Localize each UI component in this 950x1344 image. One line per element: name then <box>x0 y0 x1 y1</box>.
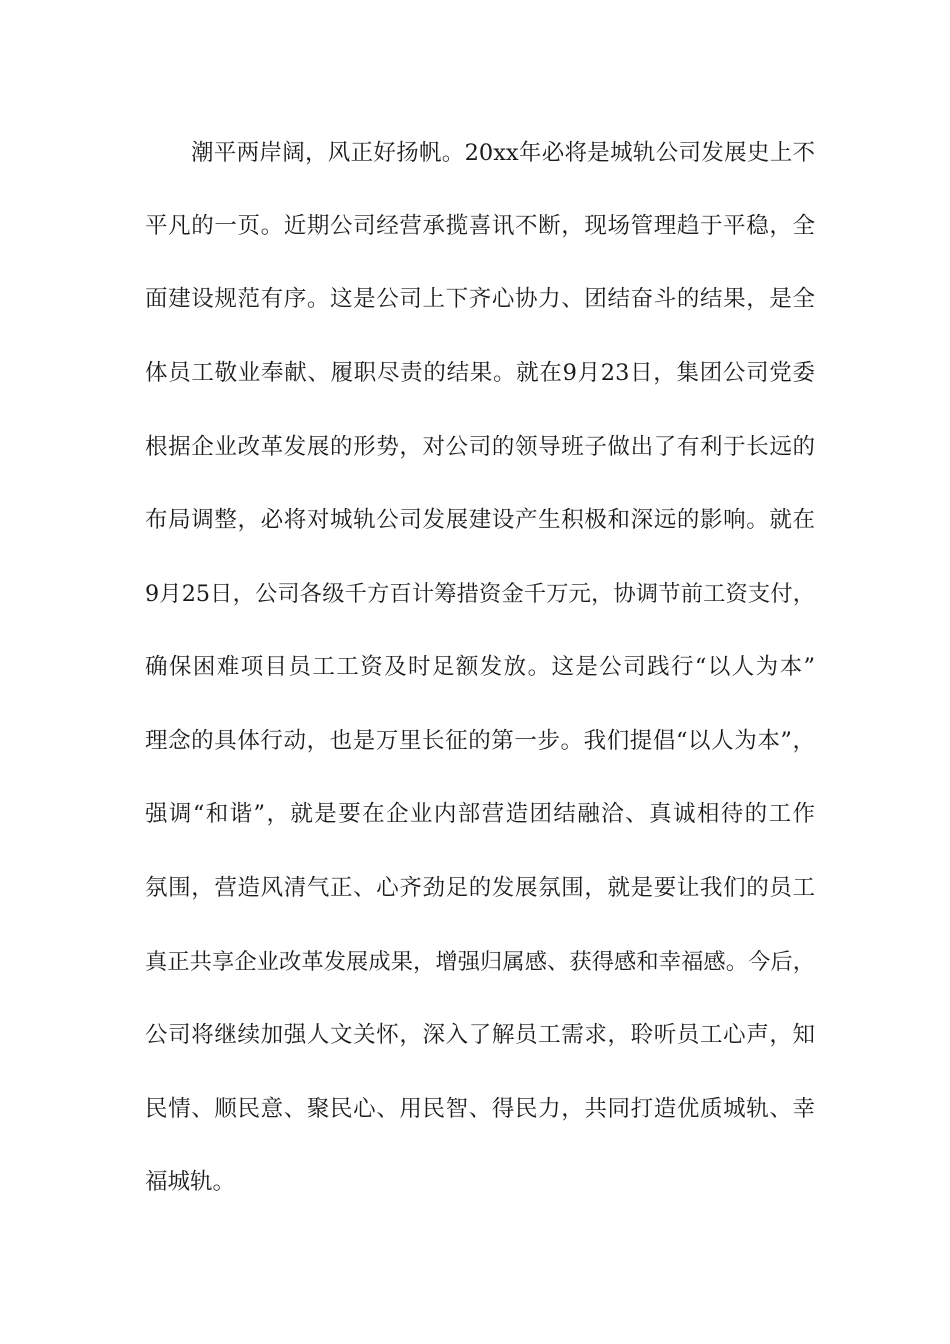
paragraph-line: 潮平两岸阔，风正好扬帆。20xx年必将是城轨公司发展史上不 <box>191 140 815 166</box>
paragraph-line: 强调“和谐”，就是要在企业内部营造团结融洽、真诚相待的工作 <box>145 801 815 827</box>
paragraph-line: 体员工敬业奉献、履职尽责的结果。就在9月23日，集团公司党委 <box>145 360 815 386</box>
paragraph-line: 福城轨。 <box>145 1169 236 1195</box>
paragraph-line: 平凡的一页。近期公司经营承揽喜讯不断，现场管理趋于平稳，全 <box>145 213 815 239</box>
paragraph-line: 氛围，营造风清气正、心齐劲足的发展氛围，就是要让我们的员工 <box>145 875 815 901</box>
paragraph-line: 布局调整，必将对城轨公司发展建设产生积极和深远的影响。就在 <box>145 507 815 533</box>
paragraph-line: 面建设规范有序。这是公司上下齐心协力、团结奋斗的结果，是全 <box>145 286 815 312</box>
paragraph-line: 民情、顺民意、聚民心、用民智、得民力，共同打造优质城轨、幸 <box>145 1096 815 1122</box>
paragraph-line: 9月25日，公司各级千方百计筹措资金千万元，协调节前工资支付， <box>145 581 815 607</box>
paragraph-line: 理念的具体行动，也是万里长征的第一步。我们提倡“以人为本”， <box>145 728 815 754</box>
paragraph-line: 公司将继续加强人文关怀，深入了解员工需求，聆听员工心声，知 <box>145 1022 815 1048</box>
paragraph-line: 确保困难项目员工工资及时足额发放。这是公司践行“以人为本” <box>145 654 815 680</box>
paragraph-line: 根据企业改革发展的形势，对公司的领导班子做出了有利于长远的 <box>145 434 815 460</box>
paragraph-line: 真正共享企业改革发展成果，增强归属感、获得感和幸福感。今后， <box>145 949 815 975</box>
